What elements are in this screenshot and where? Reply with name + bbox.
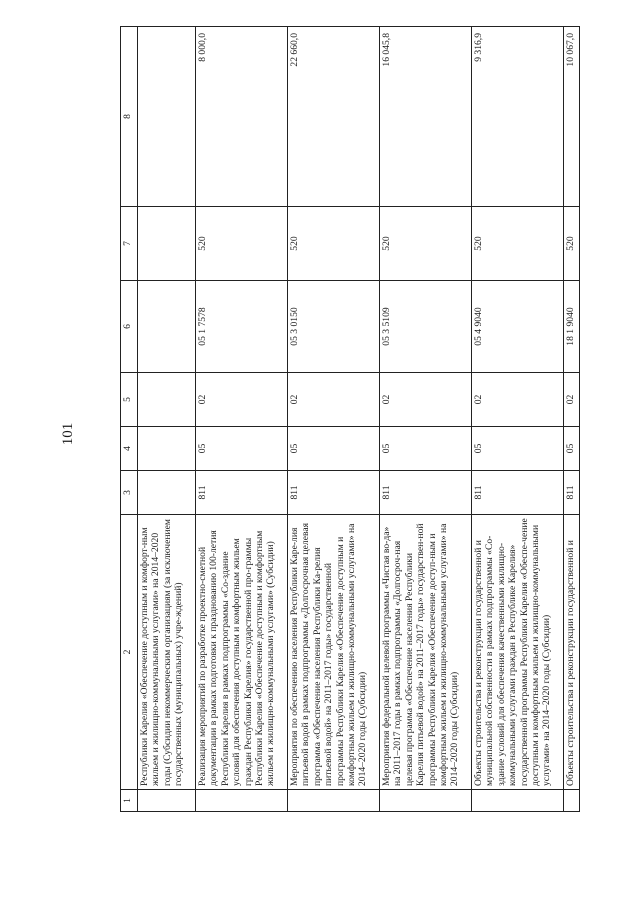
- row-index-cell: [380, 790, 472, 812]
- table-row: [472, 27, 564, 812]
- code-cell-6: [138, 281, 196, 373]
- header-col-3: 3: [121, 471, 138, 515]
- row-index-cell: [472, 790, 564, 812]
- header-col-7: 7: [121, 207, 138, 281]
- table-row: [564, 27, 580, 812]
- code-cell-3: 811: [288, 471, 380, 515]
- code-cell-4: 05: [472, 427, 564, 471]
- amount-cell: 9 316,9: [472, 27, 564, 207]
- code-cell-5: 02: [472, 373, 564, 427]
- budget-table: [120, 26, 580, 812]
- code-cell-3: 811: [564, 471, 580, 515]
- description-cell: Республики Карелия «Обеспечение доступным и комфорт-ным жильем и жилищно-коммунальными услугами» на 2014–2020 годы (Субсидии некоммерческим организациям (за исключением государственных (муниципальных) учре-ждений): [138, 515, 196, 790]
- code-cell-5: 02: [564, 373, 580, 427]
- code-cell-7: 520: [196, 207, 288, 281]
- header-col-2: 2: [121, 515, 138, 790]
- code-cell-4: 05: [564, 427, 580, 471]
- code-cell-5: 02: [380, 373, 472, 427]
- code-cell-3: 811: [472, 471, 564, 515]
- code-cell-3: [138, 471, 196, 515]
- description-cell: Мероприятия по обеспечению населения Республики Каре-лия питьевой водой в рамках подпрограммы «Долгосрочная целевая программа «Обеспечение населения Республики Ка-релия питьевой водой» на 2011–2017 годы» государственной программы Республики Карелия «Обеспечение доступным и комфортным жильем и жилищно-коммунальными услугами» на 2014–2020 годы (Субсидии): [288, 515, 380, 790]
- code-cell-3: 811: [380, 471, 472, 515]
- budget-table-wrapper: [120, 27, 576, 812]
- code-cell-6: 05 3 0150: [288, 281, 380, 373]
- row-index-cell: [138, 790, 196, 812]
- code-cell-7: 520: [472, 207, 564, 281]
- code-cell-4: [138, 427, 196, 471]
- header-col-4: 4: [121, 427, 138, 471]
- row-index-cell: [196, 790, 288, 812]
- code-cell-4: 05: [196, 427, 288, 471]
- page-number: 101: [60, 422, 76, 446]
- amount-cell: 16 045,8: [380, 27, 472, 207]
- code-cell-6: 05 1 7578: [196, 281, 288, 373]
- row-index-cell: [288, 790, 380, 812]
- header-col-6: 6: [121, 281, 138, 373]
- amount-cell: 8 000,0: [196, 27, 288, 207]
- description-cell: Мероприятия федеральной целевой программы «Чистая во-да» на 2011–2017 годы в рамках подпрограммы «Долгосроч-ная целевая программа «Обеспечение населения Республики Карелия питьевой водой» на 2011–2017 годы» государствен-ной программы Республики Карелия «Обеспечение доступ-ным и комфортным жильем и жилищно-коммунальными услугами» на 2014–2020 годы (Субсидии): [380, 515, 472, 790]
- header-row: [121, 27, 138, 812]
- code-cell-5: 02: [196, 373, 288, 427]
- table-row: [288, 27, 380, 812]
- header-col-8: 8: [121, 27, 138, 207]
- table-row: [380, 27, 472, 812]
- code-cell-6: 18 1 9040: [564, 281, 580, 373]
- amount-cell: 22 660,0: [288, 27, 380, 207]
- code-cell-5: [138, 373, 196, 427]
- header-col-1: 1: [121, 790, 138, 812]
- amount-cell: [138, 27, 196, 207]
- code-cell-7: 520: [288, 207, 380, 281]
- table-row: [138, 27, 196, 812]
- code-cell-7: 520: [380, 207, 472, 281]
- header-col-5: 5: [121, 373, 138, 427]
- amount-cell: 10 067,0: [564, 27, 580, 207]
- code-cell-6: 05 4 9040: [472, 281, 564, 373]
- description-cell: Объекты строительства и реконструкции государственной и: [564, 515, 580, 790]
- code-cell-7: [138, 207, 196, 281]
- row-index-cell: [564, 790, 580, 812]
- code-cell-5: 02: [288, 373, 380, 427]
- code-cell-6: 05 3 5109: [380, 281, 472, 373]
- table-row: [196, 27, 288, 812]
- description-cell: Реализация мероприятий по разработке проектно-сметной документации в рамках подготовки к празднованию 100-летия Республики Карелия в рамках подпрограммы «Со-здание условий для обеспечения доступным и комфортным жильем граждан Республики Карелия» государственной про-граммы Республики Карелия «Обеспечение доступным и комфортным жильем и жилищно-коммунальными услугами» (Субсидии): [196, 515, 288, 790]
- code-cell-4: 05: [380, 427, 472, 471]
- code-cell-3: 811: [196, 471, 288, 515]
- code-cell-7: 520: [564, 207, 580, 281]
- description-cell: Объекты строительства и реконструкции государственной и муниципальной собственности в рамках подпрограммы «Со-здание условий для обеспечения качественными жилищно-коммунальными услугами граждан в Республике Карелия» государственной программы Республики Карелия «Обеспе-чение доступным и комфортным жильем и жилищно-коммунальными услугами» на 2014–2020 годы (Субсидии): [472, 515, 564, 790]
- code-cell-4: 05: [288, 427, 380, 471]
